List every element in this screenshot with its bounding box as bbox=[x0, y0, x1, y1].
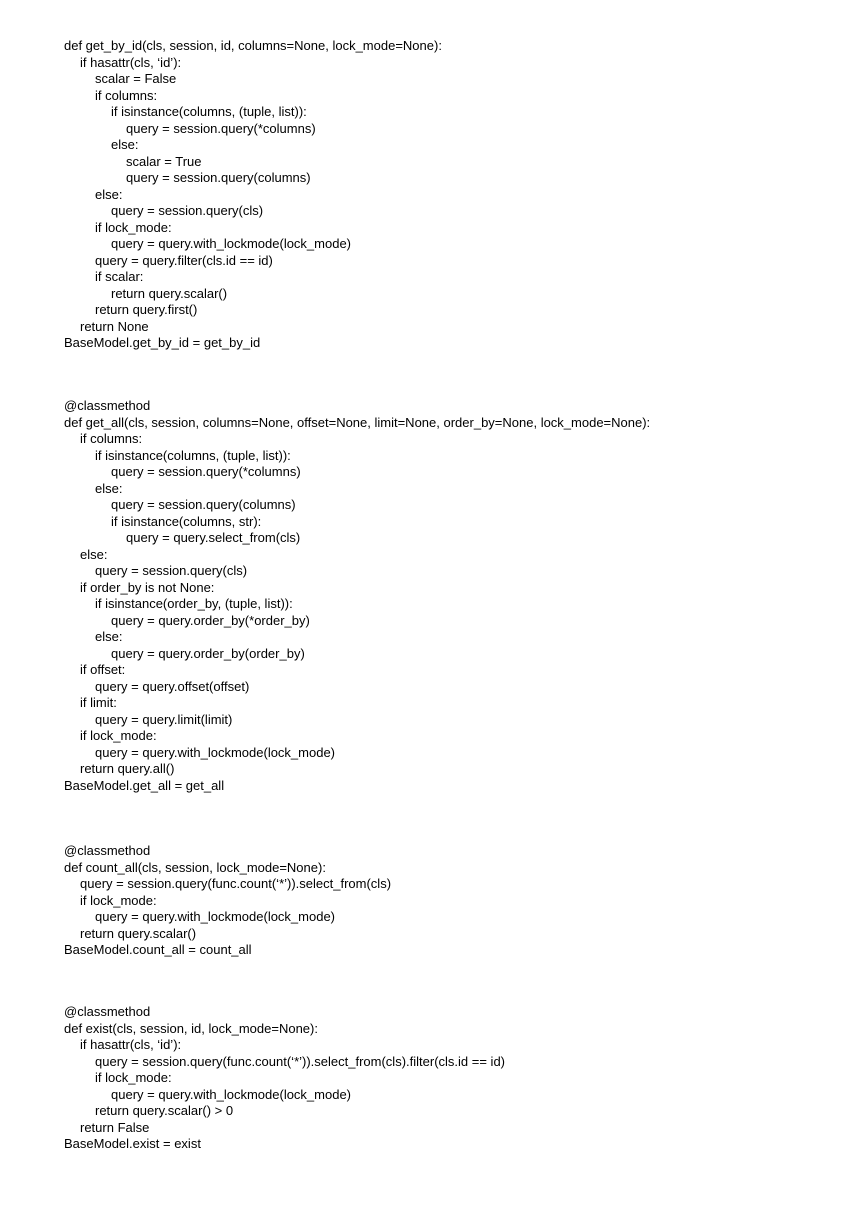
code-line: query = query.order_by(*order_by) bbox=[111, 612, 310, 628]
code-line: query = session.query(columns) bbox=[126, 170, 311, 185]
code-line: return query.scalar() bbox=[111, 285, 228, 301]
code-line: return query.scalar() > 0 bbox=[95, 1103, 234, 1118]
code-line: if lock_mode: bbox=[95, 219, 172, 235]
code-line: @classmethod bbox=[64, 398, 151, 413]
code-line: return query.first() bbox=[95, 302, 198, 317]
code-line: scalar = True bbox=[126, 153, 202, 169]
code-line: return None bbox=[80, 318, 149, 334]
code-line: if columns: bbox=[80, 431, 143, 446]
code-line: BaseModel.get_by_id = get_by_id bbox=[64, 335, 261, 350]
code-block-exist bbox=[64, 1004, 505, 1153]
code-line: query = session.query(func.count(‘*’)).select_from(cls) bbox=[80, 876, 392, 891]
code-line: query = query.with_lockmode(lock_mode) bbox=[95, 909, 336, 924]
code-line: if lock_mode: bbox=[95, 1070, 172, 1085]
code-line: return False bbox=[80, 1119, 150, 1135]
code-line: if scalar: bbox=[95, 269, 144, 284]
code-line: if columns: bbox=[95, 87, 158, 103]
code-line: query = query.with_lockmode(lock_mode) bbox=[111, 236, 352, 251]
code-line: def get_all(cls, session, columns=None, offset=None, limit=None, order_by=None, lock_mode=None): bbox=[64, 414, 651, 430]
code-line: BaseModel.exist = exist bbox=[64, 1136, 201, 1151]
code-line: def count_all(cls, session, lock_mode=None): bbox=[64, 859, 326, 875]
code-block-get-all bbox=[64, 398, 650, 794]
code-line: if hasattr(cls, ‘id’): bbox=[80, 1037, 182, 1052]
code-line: if isinstance(order_by, (tuple, list)): bbox=[95, 596, 293, 611]
code-line: if offset: bbox=[80, 662, 126, 677]
code-line: BaseModel.get_all = get_all bbox=[64, 777, 225, 793]
code-line: if isinstance(columns, (tuple, list)): bbox=[111, 104, 307, 119]
code-line: else: bbox=[111, 137, 139, 152]
code-line: query = query.with_lockmode(lock_mode) bbox=[95, 744, 336, 760]
code-line: scalar = False bbox=[95, 71, 177, 86]
code-line: @classmethod bbox=[64, 1004, 151, 1019]
code-line: def get_by_id(cls, session, id, columns=None, lock_mode=None): bbox=[64, 38, 442, 53]
code-line: if isinstance(columns, (tuple, list)): bbox=[95, 447, 291, 463]
code-line: query = session.query(func.count(‘*’)).select_from(cls).filter(cls.id == id) bbox=[95, 1053, 506, 1069]
code-line: else: bbox=[95, 186, 123, 202]
code-line: else: bbox=[80, 546, 108, 562]
code-line: @classmethod bbox=[64, 843, 151, 858]
code-block-get-by-id bbox=[64, 38, 442, 352]
code-line: query = session.query(*columns) bbox=[126, 120, 316, 136]
code-line: if limit: bbox=[80, 695, 117, 710]
code-line: if lock_mode: bbox=[80, 728, 157, 743]
code-line: else: bbox=[95, 629, 123, 644]
code-line: query = query.with_lockmode(lock_mode) bbox=[111, 1086, 352, 1102]
code-line: query = query.select_from(cls) bbox=[126, 530, 301, 545]
code-line: query = query.order_by(order_by) bbox=[111, 645, 305, 661]
code-line: query = query.filter(cls.id == id) bbox=[95, 252, 273, 268]
code-line: if lock_mode: bbox=[80, 892, 157, 908]
code-line: query = session.query(*columns) bbox=[111, 464, 301, 479]
code-line: return query.scalar() bbox=[80, 925, 197, 941]
code-line: def exist(cls, session, id, lock_mode=None): bbox=[64, 1020, 318, 1036]
code-line: if isinstance(columns, str): bbox=[111, 513, 262, 529]
code-line: else: bbox=[95, 480, 123, 496]
code-line: query = query.limit(limit) bbox=[95, 711, 233, 727]
code-line: query = session.query(cls) bbox=[95, 563, 248, 578]
code-line: return query.all() bbox=[80, 761, 175, 776]
code-line: query = session.query(columns) bbox=[111, 497, 296, 512]
code-line: query = session.query(cls) bbox=[111, 203, 264, 218]
code-block-count-all bbox=[64, 843, 391, 959]
code-line: BaseModel.count_all = count_all bbox=[64, 942, 252, 957]
code-line: query = query.offset(offset) bbox=[95, 678, 250, 694]
code-line: if order_by is not None: bbox=[80, 579, 215, 595]
code-line: if hasattr(cls, ‘id’): bbox=[80, 54, 182, 70]
